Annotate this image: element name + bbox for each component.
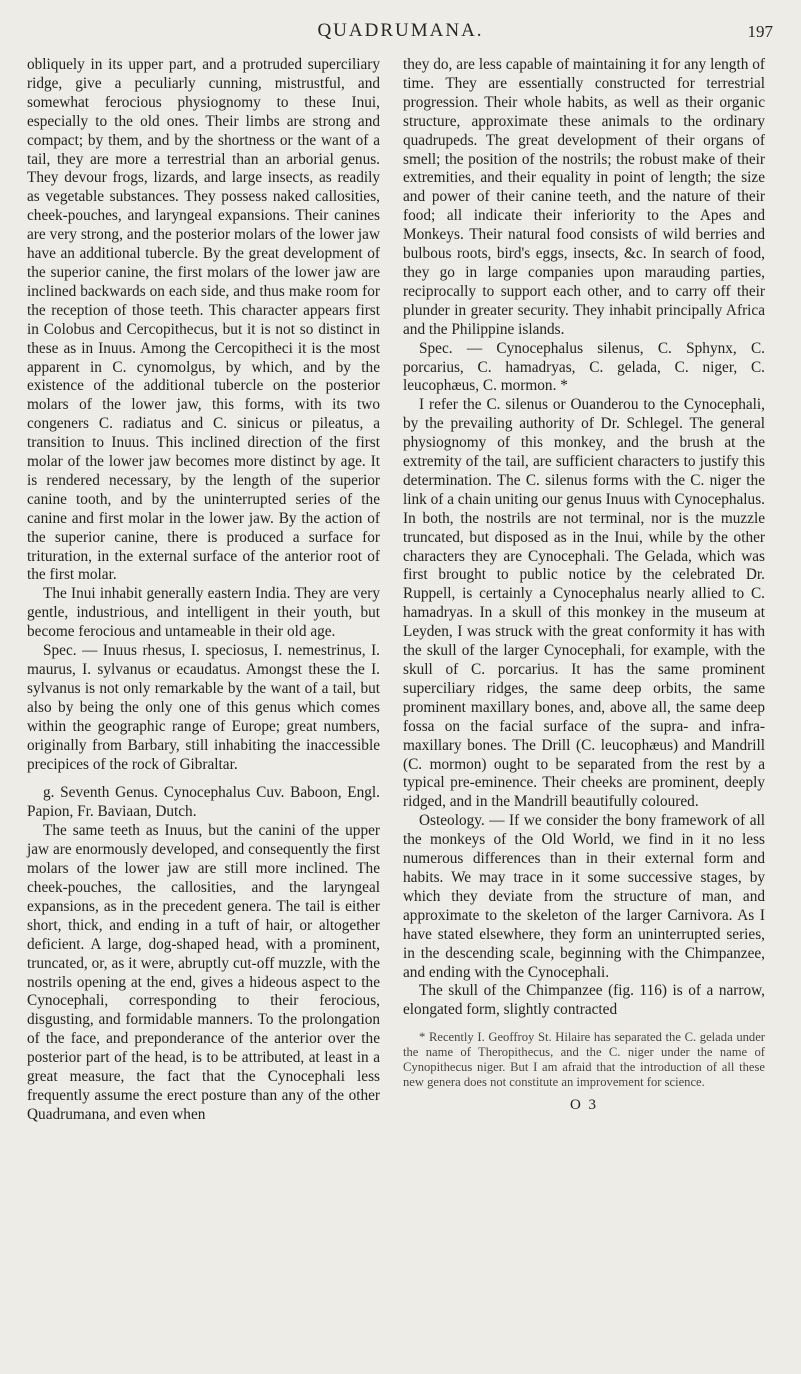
paragraph-cynocephalus-description: The same teeth as Inuus, but the canini of the upper jaw are enormously developed, and consequently the first molars of the lower jaw are still more inclined. The cheek-pouches, the callosities, and the laryngeal expansions, as in the precedent genera. The tail is either short, thick, and ending in a tuft of hair, or altogether deficient. A large, dog-shaped head, with a prominent, truncated, or, as it were, abruptly cut-off muzzle, with the nostrils opening at the end, gives a hideous aspect to the Cynocephali, corresponding to their ferocious, disgusting, and formidable manners. To the prolongation of the face, and preponderance of the anterior over the posterior part of the head, is to be attributed, at least in a great measure, the fact that the Cynocephali less frequently assume the erect posture than any of the other Quadrumana, and even when	[27, 822, 380, 1123]
running-title: QUADRUMANA.	[317, 20, 484, 41]
left-column	[27, 56, 380, 1125]
paragraph-silenus-note: I refer the C. silenus or Ouanderou to the Cynocephali, by the prevailing authority of Dr. Schlegel. The general physiognomy of this monkey, and the brush at the extremity of the tail, are sufficient characters to justify this determination. The C. silenus forms with the C. niger the link of a chain uniting our genus Inuus with Cynocephalus. In both, the nostrils are not terminal, nor is the muzzle truncated, but disposed as in the Inui, while by the other characters they are Cynocephali. The Gelada, which was first brought to public notice by the celebrated Dr. Ruppell, is certainly a Cynocephalus nearly allied to C. hamadryas. In a skull of this monkey in the museum at Leyden, I was struck with the great conformity it has with the skull of the larger Cynocephali, for example, with the skull of C. porcarius. It has the same prominent superciliary ridges, the same deep orbits, the same prominent maxillary bones, and, above all, the same deep fossa on the facial surface of the supra- and infra-maxillary bones. The Drill (C. leucophæus) and Mandrill (C. mormon) ought to be separated from the rest by a typical pre-eminence. Their cheeks are prominent, deeply ridged, and in the Mandrill beautifully coloured.	[403, 396, 765, 811]
right-column	[403, 56, 765, 1115]
signature-mark: O 3	[569, 1097, 599, 1114]
page-number: 197	[747, 22, 773, 41]
genus-heading-cynocephalus: g. Seventh Genus. Cynocephalus Cuv. Baboon, Engl. Papion, Fr. Baviaan, Dutch.	[27, 784, 380, 821]
running-header	[0, 14, 801, 48]
paragraph-inuus-species: Spec. — Inuus rhesus, I. speciosus, I. nemestrinus, I. maurus, I. sylvanus or ecaudatus. Amongst these the I. sylvanus is not only remarkable by the want of a tail, but also by being the only one of this genus which comes within the geographic range of Europe; great numbers, originally from Barbary, still inhabiting the inaccessible precipices of the rock of Gibraltar.	[27, 642, 380, 773]
paragraph-cynocephalus-habits: they do, are less capable of maintaining it for any length of time. They are essentially constructed for terrestrial progression. Their whole habits, as well as their organic structure, approximate these animals to the ordinary quadrupeds. The great development of their organs of smell; the position of the nostrils; the robust make of their extremities, and their equality in point of length; the size and power of their canine teeth, and the nature of their food; all indicate their inferiority to the Apes and Monkeys. Their natural food consists of wild berries and bulbous roots, bird's eggs, insects, &c. In search of food, they go in large companies upon marauding parties, reciprocally to support each other, and to carry off their plunder in greater security. They inhabit principally Africa and the Philippine islands.	[403, 56, 765, 338]
paragraph-cynocephalus-species: Spec. — Cynocephalus silenus, C. Sphynx, C. porcarius, C. hamadryas, C. gelada, C. niger, C. leucophæus, C. mormon. *	[403, 339, 765, 395]
paragraph-osteology: Osteology. — If we consider the bony framework of all the monkeys of the Old World, we find in it no less numerous differences than in their external form and habits. We may trace in it some successive stages, by which they deviate from the structure of man, and approximate to the skeleton of the larger Carnivora. As I have stated elsewhere, they form an uninterrupted series, in the descending scale, beginning with the Chimpanzee, and ending with the Cynocephali.	[403, 812, 765, 981]
footnote-text: * Recently I. Geoffroy St. Hilaire has separated the C. gelada under the name of Theropithecus, and the C. niger under the name of Cynopithecus niger. But I am afraid that the introduction of all these new genera does not constitute an improvement for science.	[403, 1030, 765, 1090]
footnote	[403, 1030, 765, 1090]
paragraph-chimpanzee-skull: The skull of the Chimpanzee (fig. 116) is of a narrow, elongated form, slightly contracted	[403, 982, 765, 1019]
paragraph-inui-description: obliquely in its upper part, and a protruded superciliary ridge, give a peculiarly cunning, mistrustful, and somewhat ferocious physiognomy to these Inui, especially to the old ones. Their limbs are strong and compact; by them, and by the shortness or the want of a tail, they are more a terrestrial than an arborial genus. They devour frogs, lizards, and large insects, as readily as vegetable substances. They possess naked callosities, cheek-pouches, and laryngeal expansions. Their canines are very strong, and the posterior molars of the lower jaw have an additional tubercle. By the great development of the superior canine, the first molars of the lower jaw are inclined backwards on each side, and thus make room for the reception of those teeth. This character appears first in Colobus and Cercopithecus, but it is not so distinct in these as in Inuus. Among the Cercopitheci it is the most apparent in C. cynomolgus, by which, and by the existence of the additional tubercle on the posterior molars of the lower jaw, this forms, with its two congeners C. radiatus and C. sinicus or pileatus, a transition to Inuus. This inclined direction of the first molar of the lower jaw becomes more distinct by age. It is rendered necessary, by the length of the superior canine tooth, and by the uninterrupted series of the canine and first molar in the lower jaw. By the action of the superior canine, there is produced a surface for trituration, in the external surface of the anterior root of the first molar.	[27, 56, 380, 584]
paragraph-inui-habitat: The Inui inhabit generally eastern India. They are very gentle, industrious, and intelligent in their youth, but become ferocious and untameable in their old age.	[27, 585, 380, 641]
